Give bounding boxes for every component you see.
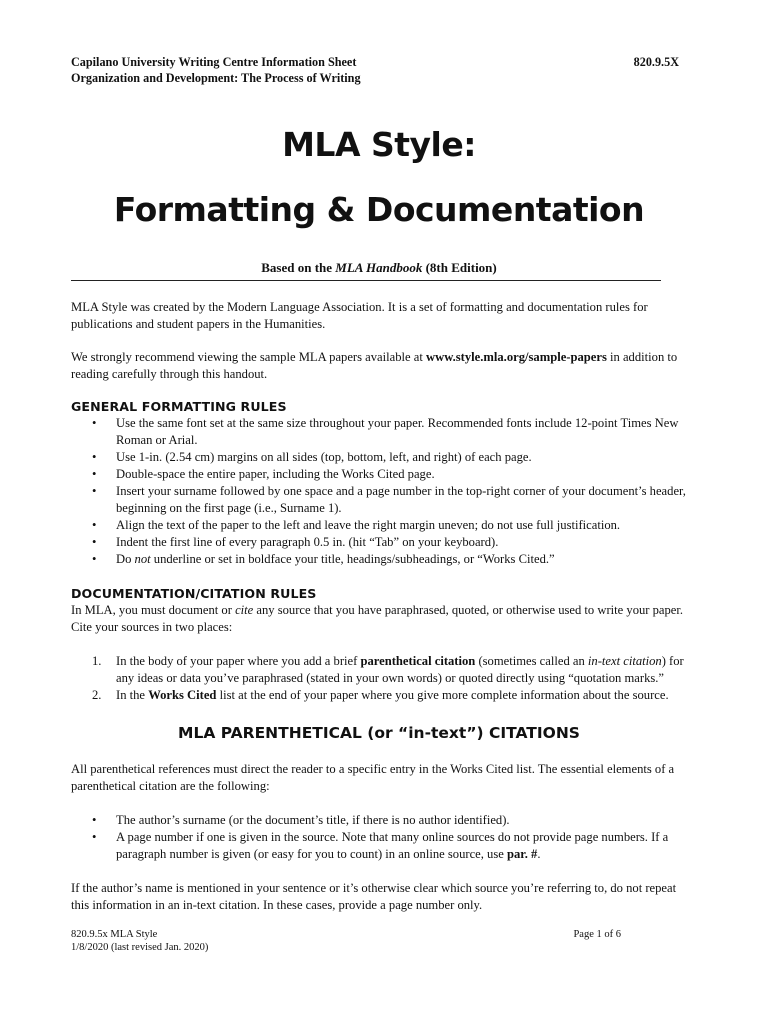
parenthetical-heading: MLA PARENTHETICAL (or “in-text”) CITATIONS <box>178 724 580 742</box>
page-footer <box>71 928 621 954</box>
title-divider <box>71 280 661 281</box>
header-line-1: Capilano University Writing Centre Information Sheet <box>71 55 357 69</box>
intro-paragraph-2: We strongly recommend viewing the sample MLA papers available at www.style.mla.org/sample-papers in addition to reading carefully through this handout. <box>71 350 678 381</box>
header-code: 820.9.5X <box>633 55 679 69</box>
intro-paragraph-1: MLA Style was created by the Modern Language Association. It is a set of formatting and documentation rules for publications and student papers in the Humanities. <box>71 300 648 331</box>
footer-page-number: Page 1 of 6 <box>573 929 621 940</box>
general-formatting-list <box>71 415 687 568</box>
list-item: • Indent the first line of every paragraph 0.5 in. (hit “Tab” on your keyboard). <box>71 534 687 551</box>
header-line-2: Organization and Development: The Process of Writing <box>71 71 361 85</box>
documentation-heading: DOCUMENTATION/CITATION RULES <box>71 586 317 601</box>
page-title-line-2: Formatting & Documentation <box>113 190 645 229</box>
footer-doc-name: 820.9.5x MLA Style <box>71 929 158 940</box>
list-item: • Use 1-in. (2.54 cm) margins on all sides (top, bottom, left, and right) of each page. <box>71 449 687 466</box>
sample-papers-link[interactable]: www.style.mla.org/sample-papers <box>426 350 607 364</box>
document-page <box>71 54 687 914</box>
list-item: • Insert your surname followed by one space and a page number in the top-right corner of your document’s header, beginning on the first page (i.e., Surname 1). <box>71 483 687 517</box>
footer-date: 1/8/2020 (last revised Jan. 2020) <box>71 942 209 953</box>
list-item: • Do not underline or set in boldface your title, headings/subheadings, or “Works Cited.” <box>71 551 687 568</box>
list-item: • The author’s surname (or the document’s title, if there is no author identified). <box>71 812 687 829</box>
general-formatting-heading: GENERAL FORMATTING RULES <box>71 399 287 414</box>
based-on-line: Based on the MLA Handbook (8th Edition) <box>261 260 497 275</box>
citation-places-list <box>71 653 687 704</box>
page-title-line-1: MLA Style: <box>282 125 476 164</box>
list-item: 1. In the body of your paper where you add a brief parenthetical citation (sometimes called an in-text citation) for any ideas or data you’ve paraphrased (stated in your own words) or quoted directly using “quotation marks.” <box>92 654 684 685</box>
list-item: • Align the text of the paper to the left and leave the right margin uneven; do not use full justification. <box>71 517 687 534</box>
list-item: • Double-space the entire paper, including the Works Cited page. <box>71 466 687 483</box>
parenthetical-paragraph-1: All parenthetical references must direct the reader to a specific entry in the Works Cited list. The essential elements of a parenthetical citation are the following: <box>71 762 675 793</box>
list-item: 2. In the Works Cited list at the end of your paper where you give more complete information about the source. <box>92 688 669 702</box>
list-item: • A page number if one is given in the source. Note that many online sources do not provide page numbers. If a paragraph number is given (or easy for you to count) in an online source, use par. #. <box>71 829 687 863</box>
list-item: • Use the same font set at the same size throughout your paper. Recommended fonts include 12-point Times New Roman or Arial. <box>71 415 687 449</box>
documentation-intro: In MLA, you must document or cite any source that you have paraphrased, quoted, or otherwise used to write your paper. Cite your sources in two places: <box>71 603 684 634</box>
parenthetical-paragraph-2: If the author’s name is mentioned in your sentence or it’s otherwise clear which source you’re referring to, do not repeat this information in an in-text citation. In these cases, provide a page number only. <box>71 881 677 912</box>
handbook-title: MLA Handbook <box>335 260 423 275</box>
sheet-header <box>71 54 687 86</box>
parenthetical-elements-list <box>71 812 687 863</box>
